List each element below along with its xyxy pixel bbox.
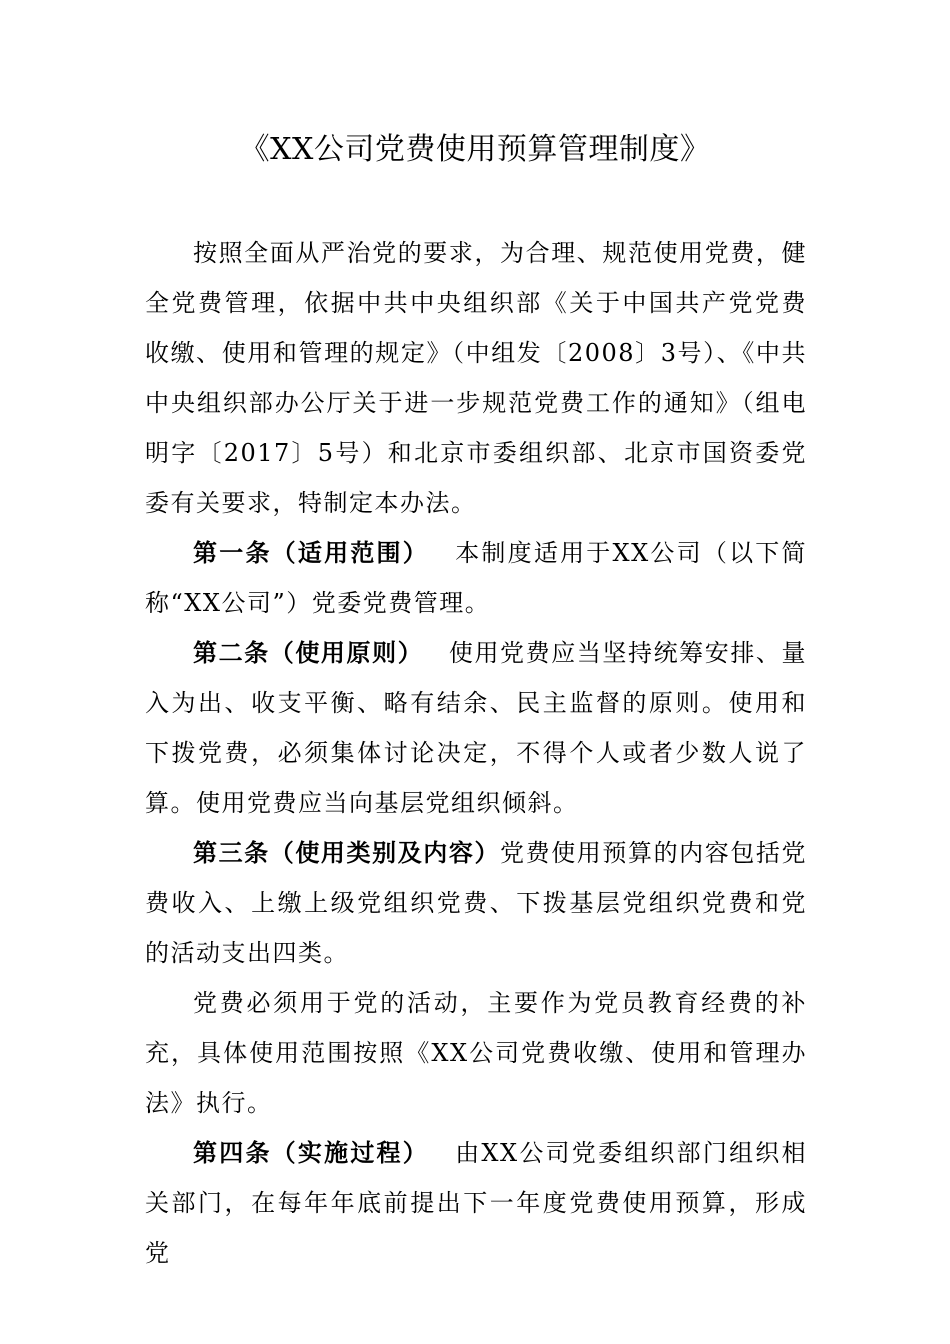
article-1-text: 本制度适用于XX公司（以下简称“XX公司”）党委党费管理。 — [145, 539, 808, 617]
document-body — [145, 228, 807, 1278]
article-3-paragraph — [145, 828, 807, 978]
article-4-text: 由XX公司党委组织部门组织相关部门，在每年年底前提出下一年度党费使用预算，形成党 — [145, 1139, 808, 1267]
article-3-heading: 第三条（使用类别及内容） — [193, 839, 501, 867]
article-1-heading: 第一条（适用范围） — [193, 539, 429, 567]
article-4-heading: 第四条（实施过程） — [193, 1139, 429, 1167]
article-2-heading: 第二条（使用原则） — [193, 639, 424, 667]
article-2-paragraph — [145, 628, 807, 828]
article-1-paragraph — [145, 528, 807, 628]
preamble-paragraph — [145, 228, 807, 528]
paragraph-text: 按照全面从严治党的要求，为合理、规范使用党费，健全党费管理，依据中共中央组织部《关于中国共产党党费收缴、使用和管理的规定》（中组发〔2008〕3号）、《中共中央组织部办公厅关于进一步规范党费工作的通知》（组电明字〔2017〕5号）和北京市委组织部、北京市国资委党委有关要求，特制定本办法。 — [145, 239, 807, 517]
paragraph-text: 党费必须用于党的活动，主要作为党员教育经费的补充，具体使用范围按照《XX公司党费收缴、使用和管理办法》执行。 — [145, 989, 807, 1117]
article-3-continuation-paragraph — [145, 978, 807, 1128]
document-title: 《XX公司党费使用预算管理制度》 — [239, 132, 711, 167]
article-2-text: 使用党费应当坚持统筹安排、量入为出、收支平衡、略有结余、民主监督的原则。使用和下拨党费，必须集体讨论决定，不得个人或者少数人说了算。使用党费应当向基层党组织倾斜。 — [145, 639, 808, 817]
article-3-text: 党费使用预算的内容包括党费收入、上缴上级党组织党费、下拨基层党组织党费和党的活动支出四类。 — [145, 839, 808, 967]
article-4-paragraph — [145, 1128, 807, 1278]
